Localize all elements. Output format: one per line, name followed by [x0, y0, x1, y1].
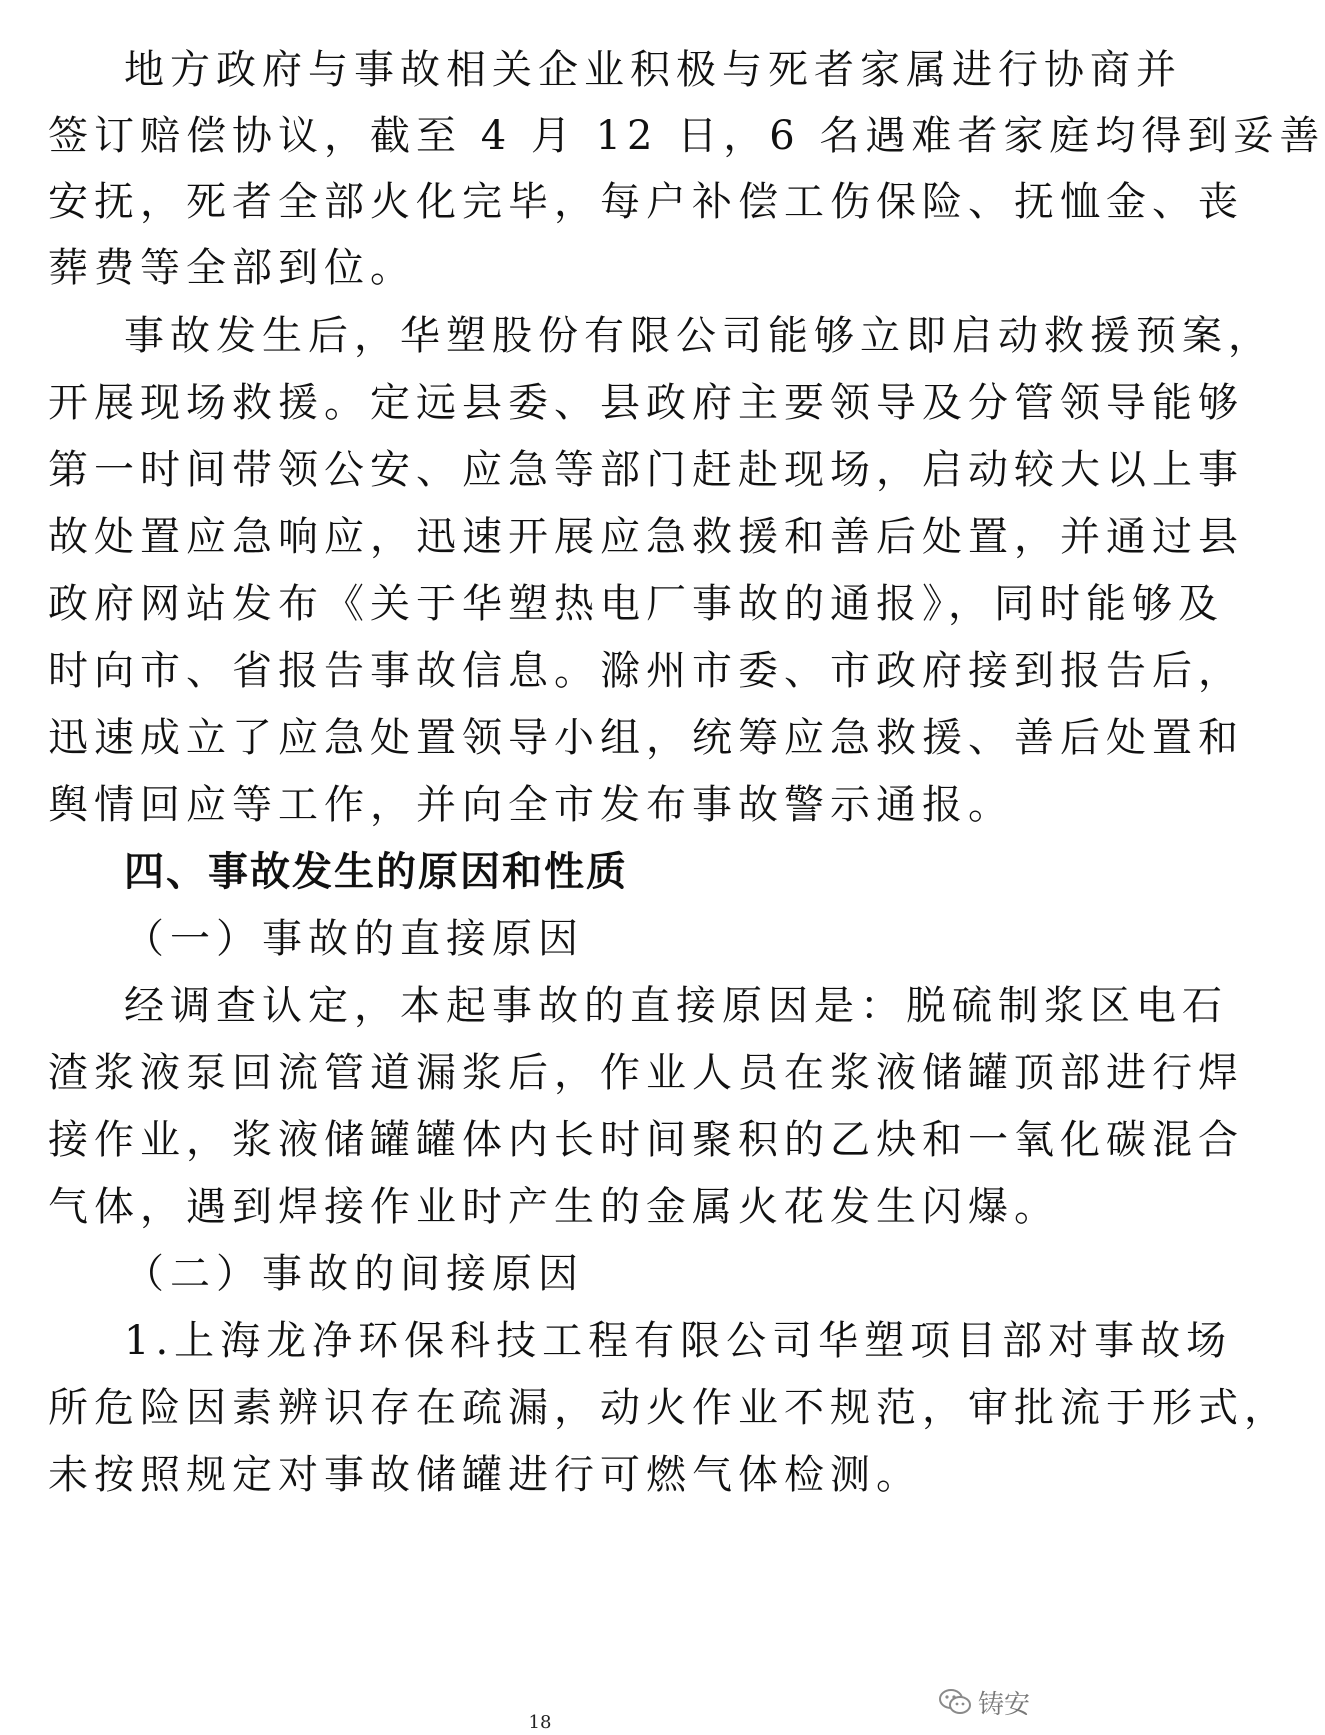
paragraph-line: 气体，遇到焊接作业时产生的金属火花发生闪爆。 [48, 1184, 1060, 1230]
paragraph-line: 渣浆液泵回流管道漏浆后，作业人员在浆液储罐顶部进行焊 [48, 1050, 1244, 1096]
paragraph-line: 时向市、省报告事故信息。滁州市委、市政府接到报告后， [48, 648, 1244, 694]
paragraph-line: 第一时间带领公安、应急等部门赶赴现场，启动较大以上事 [48, 447, 1244, 493]
paragraph-line: 地方政府与事故相关企业积极与死者家属进行协商并 [124, 47, 1182, 93]
paragraph-line: 政府网站发布《关于华塑热电厂事故的通报》，同时能够及 [48, 581, 1224, 627]
paragraph-line: 安抚，死者全部火化完毕，每户补偿工伤保险、抚恤金、丧 [48, 179, 1244, 225]
page-number: 18 [528, 1712, 552, 1733]
watermark-text: 铸安 [978, 1689, 1031, 1720]
paragraph-line: 开展现场救援。定远县委、县政府主要领导及分管领导能够 [48, 380, 1244, 426]
paragraph-line: 1.上海龙净环保科技工程有限公司华塑项目部对事故场 [124, 1318, 1233, 1364]
paragraph-line: 舆情回应等工作，并向全市发布事故警示通报。 [48, 782, 1014, 828]
paragraph-line: 故处置应急响应，迅速开展应急救援和善后处置，并通过县 [48, 514, 1244, 560]
subsection-heading: （二）事故的间接原因 [124, 1251, 584, 1297]
subsection-heading: （一）事故的直接原因 [124, 916, 584, 962]
paragraph-line: 葬费等全部到位。 [48, 245, 416, 291]
paragraph-line: 事故发生后，华塑股份有限公司能够立即启动救援预案， [124, 313, 1274, 359]
paragraph-line: 经调查认定，本起事故的直接原因是：脱硫制浆区电石 [124, 983, 1228, 1029]
paragraph-line: 所危险因素辨识存在疏漏，动火作业不规范，审批流于形式， [48, 1385, 1290, 1431]
paragraph-line: 迅速成立了应急处置领导小组，统筹应急救援、善后处置和 [48, 715, 1244, 761]
paragraph-line: 接作业，浆液储罐罐体内长时间聚积的乙炔和一氧化碳混合 [48, 1117, 1244, 1163]
paragraph-line: 未按照规定对事故储罐进行可燃气体检测。 [48, 1452, 922, 1498]
section-heading: 四、事故发生的原因和性质 [124, 848, 628, 895]
paragraph-line: 签订赔偿协议，截至 4 月 12 日，6 名遇难者家庭均得到妥善 [48, 113, 1325, 159]
